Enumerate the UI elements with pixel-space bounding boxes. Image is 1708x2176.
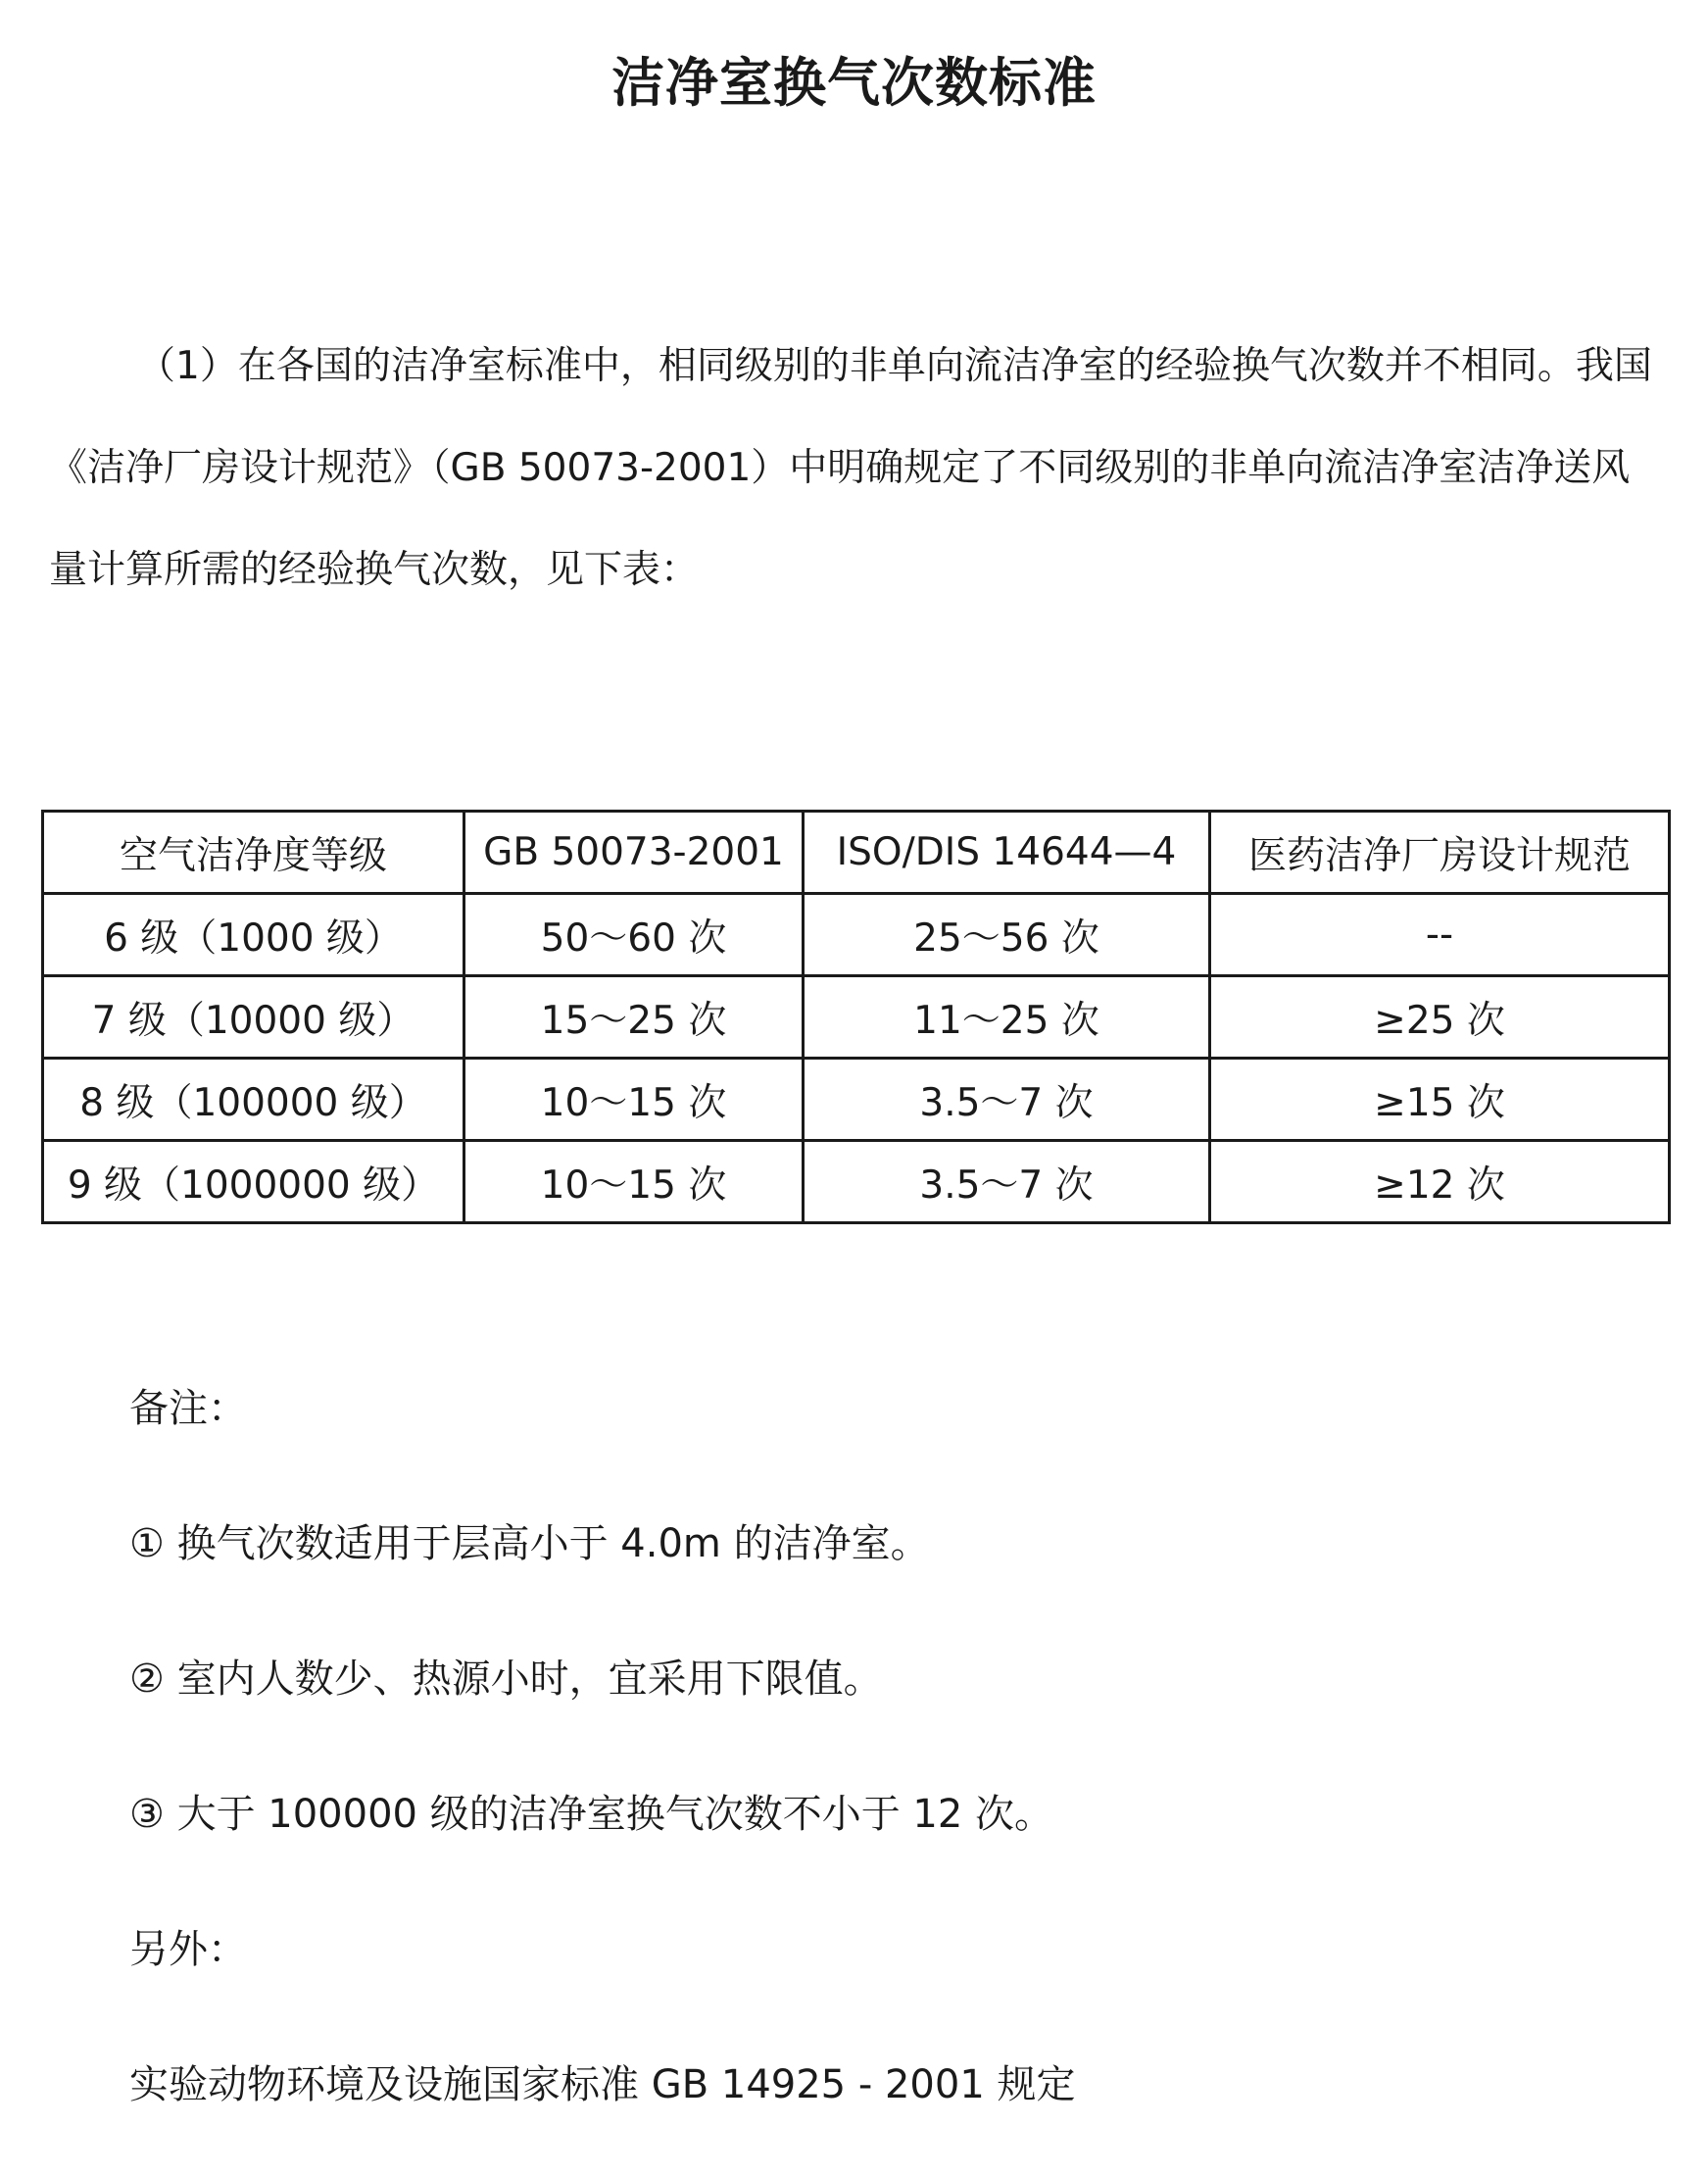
table-cell: 3.5～7 次: [804, 1059, 1210, 1141]
table-cell: 9 级（1000000 级）: [43, 1141, 464, 1223]
header-pharma-spec: 医药洁净厂房设计规范: [1210, 812, 1670, 894]
table-row: [43, 1141, 1670, 1223]
page-title: 洁净室换气次数标准: [611, 52, 1097, 114]
table-cell: ≥15 次: [1210, 1059, 1670, 1141]
table-cell: ≥12 次: [1210, 1141, 1670, 1223]
also-heading: 另外：: [129, 1927, 247, 1972]
air-change-standard-table: [41, 810, 1671, 1224]
note-item: ② 室内人数少、热源小时，宜采用下限值。: [129, 1657, 883, 1702]
notes-heading: 备注：: [129, 1386, 247, 1431]
table-header-row: [43, 812, 1670, 894]
table-cell: 11～25 次: [804, 976, 1210, 1059]
table-cell: 50～60 次: [464, 894, 804, 976]
table-cell: 6 级（1000 级）: [43, 894, 464, 976]
closing-line: 实验动物环境及设施国家标准 GB 14925 - 2001 规定: [129, 2062, 1076, 2107]
table-cell: --: [1210, 894, 1670, 976]
intro-paragraph-block: [49, 316, 1666, 621]
table-cell: 8 级（100000 级）: [43, 1059, 464, 1141]
header-gb-50073: GB 50073-2001: [464, 812, 804, 894]
table-row: [43, 976, 1670, 1059]
header-cleanliness-class: 空气洁净度等级: [43, 812, 464, 894]
table-row: [43, 894, 1670, 976]
table-cell: 10～15 次: [464, 1141, 804, 1223]
table-cell: 10～15 次: [464, 1059, 804, 1141]
intro-paragraph: （1）在各国的洁净室标准中，相同级别的非单向流洁净室的经验换气次数并不相同。我国《洁净厂房设计规范》（GB 50073-2001）中明确规定了不同级别的非单向流洁净室洁净送风量计算所需的经验换气次数，见下表：: [49, 344, 1652, 592]
notes-section: [129, 1364, 1658, 2176]
table-row: [43, 1059, 1670, 1141]
table-cell: ≥25 次: [1210, 976, 1670, 1059]
table-cell: 3.5～7 次: [804, 1141, 1210, 1223]
table-cell: 15～25 次: [464, 976, 804, 1059]
table-cell: 7 级（10000 级）: [43, 976, 464, 1059]
header-iso-14644: ISO/DIS 14644—4: [804, 812, 1210, 894]
note-item: ③ 大于 100000 级的洁净室换气次数不小于 12 次。: [129, 1792, 1054, 1837]
table-cell: 25～56 次: [804, 894, 1210, 976]
note-item: ① 换气次数适用于层高小于 4.0m 的洁净室。: [129, 1521, 930, 1566]
